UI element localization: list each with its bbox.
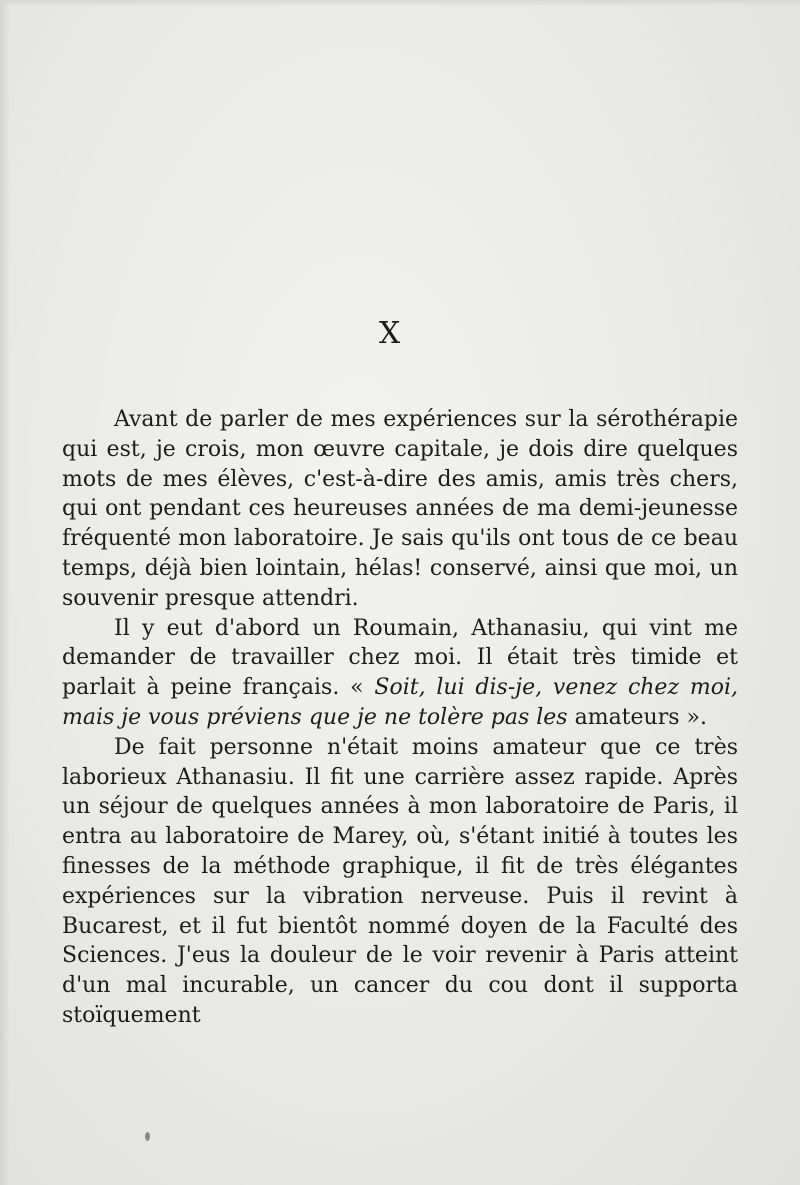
paragraph <box>62 733 738 1031</box>
page-top-edge-shadow <box>0 0 800 6</box>
paragraph-text: Avant de parler de mes expériences sur la sérothérapie qui est, je crois, mon œuvre capitale, je dois dire quelques mots de mes élèves, c'est-à-dire des amis, amis très chers, qui ont pendant ces heureuses années de ma demi-jeunesse fréquenté mon laboratoire. Je sais qu'ils ont tous de ce beau temps, déjà bien lointain, hélas! conservé, ainsi que moi, un souvenir presque attendri. <box>62 407 738 611</box>
paragraph <box>62 614 738 733</box>
chapter-body-text <box>62 405 738 1031</box>
paragraph-text-after-quote: amateurs ». <box>567 704 707 730</box>
paragraph-quote-italic: Soit, lui dis-je, venez chez moi, mais je vous préviens que je ne tolère pas les <box>62 675 738 730</box>
paragraph <box>62 405 738 614</box>
paper-fleck <box>145 1132 150 1141</box>
paragraph-text: De fait personne n'était moins amateur que ce très laborieux Athanasiu. Il fit une carrière assez rapide. Après un séjour de quelques années à mon laboratoire de Paris, il entra au laboratoire de Marey, où, s'étant initié à toutes les finesses de la méthode graphique, il fit de très élégantes expériences sur la vibration nerveuse. Puis il revint à Bucarest, et il fut bientôt nommé doyen de la Faculté des Sciences. J'eus la douleur de le voir revenir à Paris atteint d'un mal incurable, un cancer du cou dont il supporta stoïquement <box>62 734 738 1028</box>
page-left-edge-shadow <box>0 0 10 1185</box>
chapter-number: X <box>378 316 402 351</box>
paragraph-text: Il y eut d'abord un Roumain, Athanasiu, qui vint me demander de travailler chez moi. Il était très timide et parlait à peine français. « <box>62 615 738 701</box>
